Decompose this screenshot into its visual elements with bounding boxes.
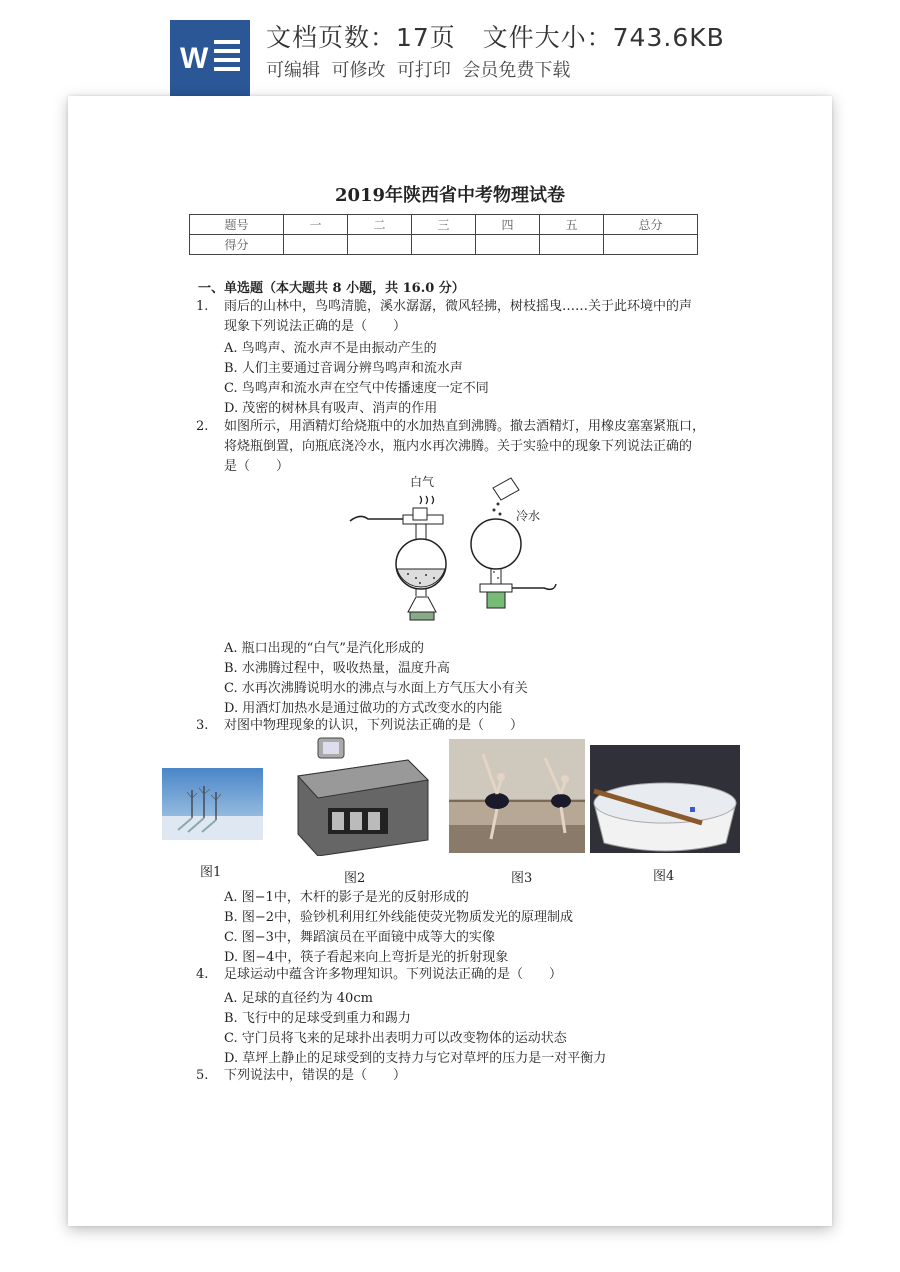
figure-3-label: 图3 [511,871,533,886]
score-table-header-row [190,215,698,235]
score-header-cell: 三 [412,215,476,235]
section-heading: 一、单选题（本大题共 8 小题，共 16.0 分） [198,281,465,296]
score-table [189,214,698,255]
option-a: A. 鸟鸣声、流水声不是由振动产生的 [224,341,437,356]
figure-4-label: 图4 [653,869,675,884]
option-d: D. 茂密的树林具有吸声、消声的作用 [224,401,438,416]
question-number: 3. [196,718,209,733]
question-text: 雨后的山林中，鸟鸣清脆，溪水潺潺，微风轻拂，树枝摇曳……关于此环境中的声 [224,299,693,314]
score-row-label: 得分 [190,235,284,255]
question-number: 2. [196,419,209,434]
figure-4-bowl-chopstick-photo [590,745,740,853]
question-number: 5. [196,1068,209,1083]
question-text: 下列说法中，错误的是（ ） [224,1068,407,1083]
option-c: C. 图−3中，舞蹈演员在平面镜中成等大的实像 [224,930,495,945]
file-info: 文档页数：17页 文件大小：743.6KB [266,23,725,52]
question-number: 4. [196,967,209,982]
figure-1-trees-photo [162,768,263,840]
option-b: B. 水沸腾过程中，吸收热量，温度升高 [224,661,450,676]
option-d: D. 草坪上静止的足球受到的支持力与它对草坪的压力是一对平衡力 [224,1051,607,1066]
question-text: 是（ ） [224,459,290,474]
document-page [68,96,832,1226]
question-number: 1. [196,299,209,314]
score-header-cell: 五 [540,215,604,235]
question-text: 将烧瓶倒置，向瓶底浇冷水，瓶内水再次沸腾。关于实验中的现象下列说法正确的 [224,439,693,454]
score-cell [284,235,348,255]
question-5 [196,1066,716,1086]
score-cell [412,235,476,255]
boiling-flask-figure [348,474,558,626]
option-a: A. 瓶口出现的“白气”是汽化形成的 [224,641,424,656]
file-features: 可编辑 可修改 可打印 会员免费下载 [266,60,571,81]
steam-label: 白气 [410,475,435,489]
download-banner [0,0,900,96]
question-text: 如图所示，用酒精灯给烧瓶中的水加热直到沸腾。撤去酒精灯，用橡皮塞塞紧瓶口， [224,419,706,434]
score-table-row [190,235,698,255]
option-a: A. 足球的直径约为 40cm [224,991,373,1006]
option-d: D. 图−4中，筷子看起来向上弯折是光的折射现象 [224,950,509,965]
figure-2-label: 图2 [344,871,366,886]
question-3 [196,716,716,736]
option-b: B. 人们主要通过音调分辨鸟鸣声和流水声 [224,361,463,376]
score-header-cell: 总分 [604,215,698,235]
document-title: 2019年陕西省中考物理试卷 [334,185,566,206]
question-text: 足球运动中蕴含许多物理知识。下列说法正确的是（ ） [224,967,563,982]
cold-water-label: 冷水 [516,509,541,523]
question-4 [196,965,716,985]
score-header-cell: 题号 [190,215,284,235]
option-a: A. 图−1中，木杆的影子是光的反射形成的 [224,890,469,905]
figure-3-dancer-photo [449,739,585,853]
score-header-cell: 二 [348,215,412,235]
option-c: C. 水再次沸腾说明水的沸点与水面上方气压大小有关 [224,681,528,696]
option-b: B. 图−2中，验钞机利用红外线能使荧光物质发光的原理制成 [224,910,573,925]
question-2 [196,417,716,477]
question-text: 现象下列说法正确的是（ ） [224,319,407,334]
option-d: D. 用酒灯加热水是通过做功的方式改变水的内能 [224,701,503,716]
score-cell [540,235,604,255]
score-cell [476,235,540,255]
option-b: B. 飞行中的足球受到重力和踢力 [224,1011,411,1026]
score-cell [348,235,412,255]
option-c: C. 守门员将飞来的足球扑出表明力可以改变物体的运动状态 [224,1031,567,1046]
option-c: C. 鸟鸣声和流水声在空气中传播速度一定不同 [224,381,489,396]
figure-1-label: 图1 [200,865,222,880]
figure-2-money-counter-photo [288,736,434,856]
question-1 [196,297,716,337]
word-icon-letter: W [180,42,209,75]
question-text: 对图中物理现象的认识，下列说法正确的是（ ） [224,718,524,733]
word-document-icon [170,20,250,96]
score-header-cell: 一 [284,215,348,235]
score-cell [604,235,698,255]
score-header-cell: 四 [476,215,540,235]
